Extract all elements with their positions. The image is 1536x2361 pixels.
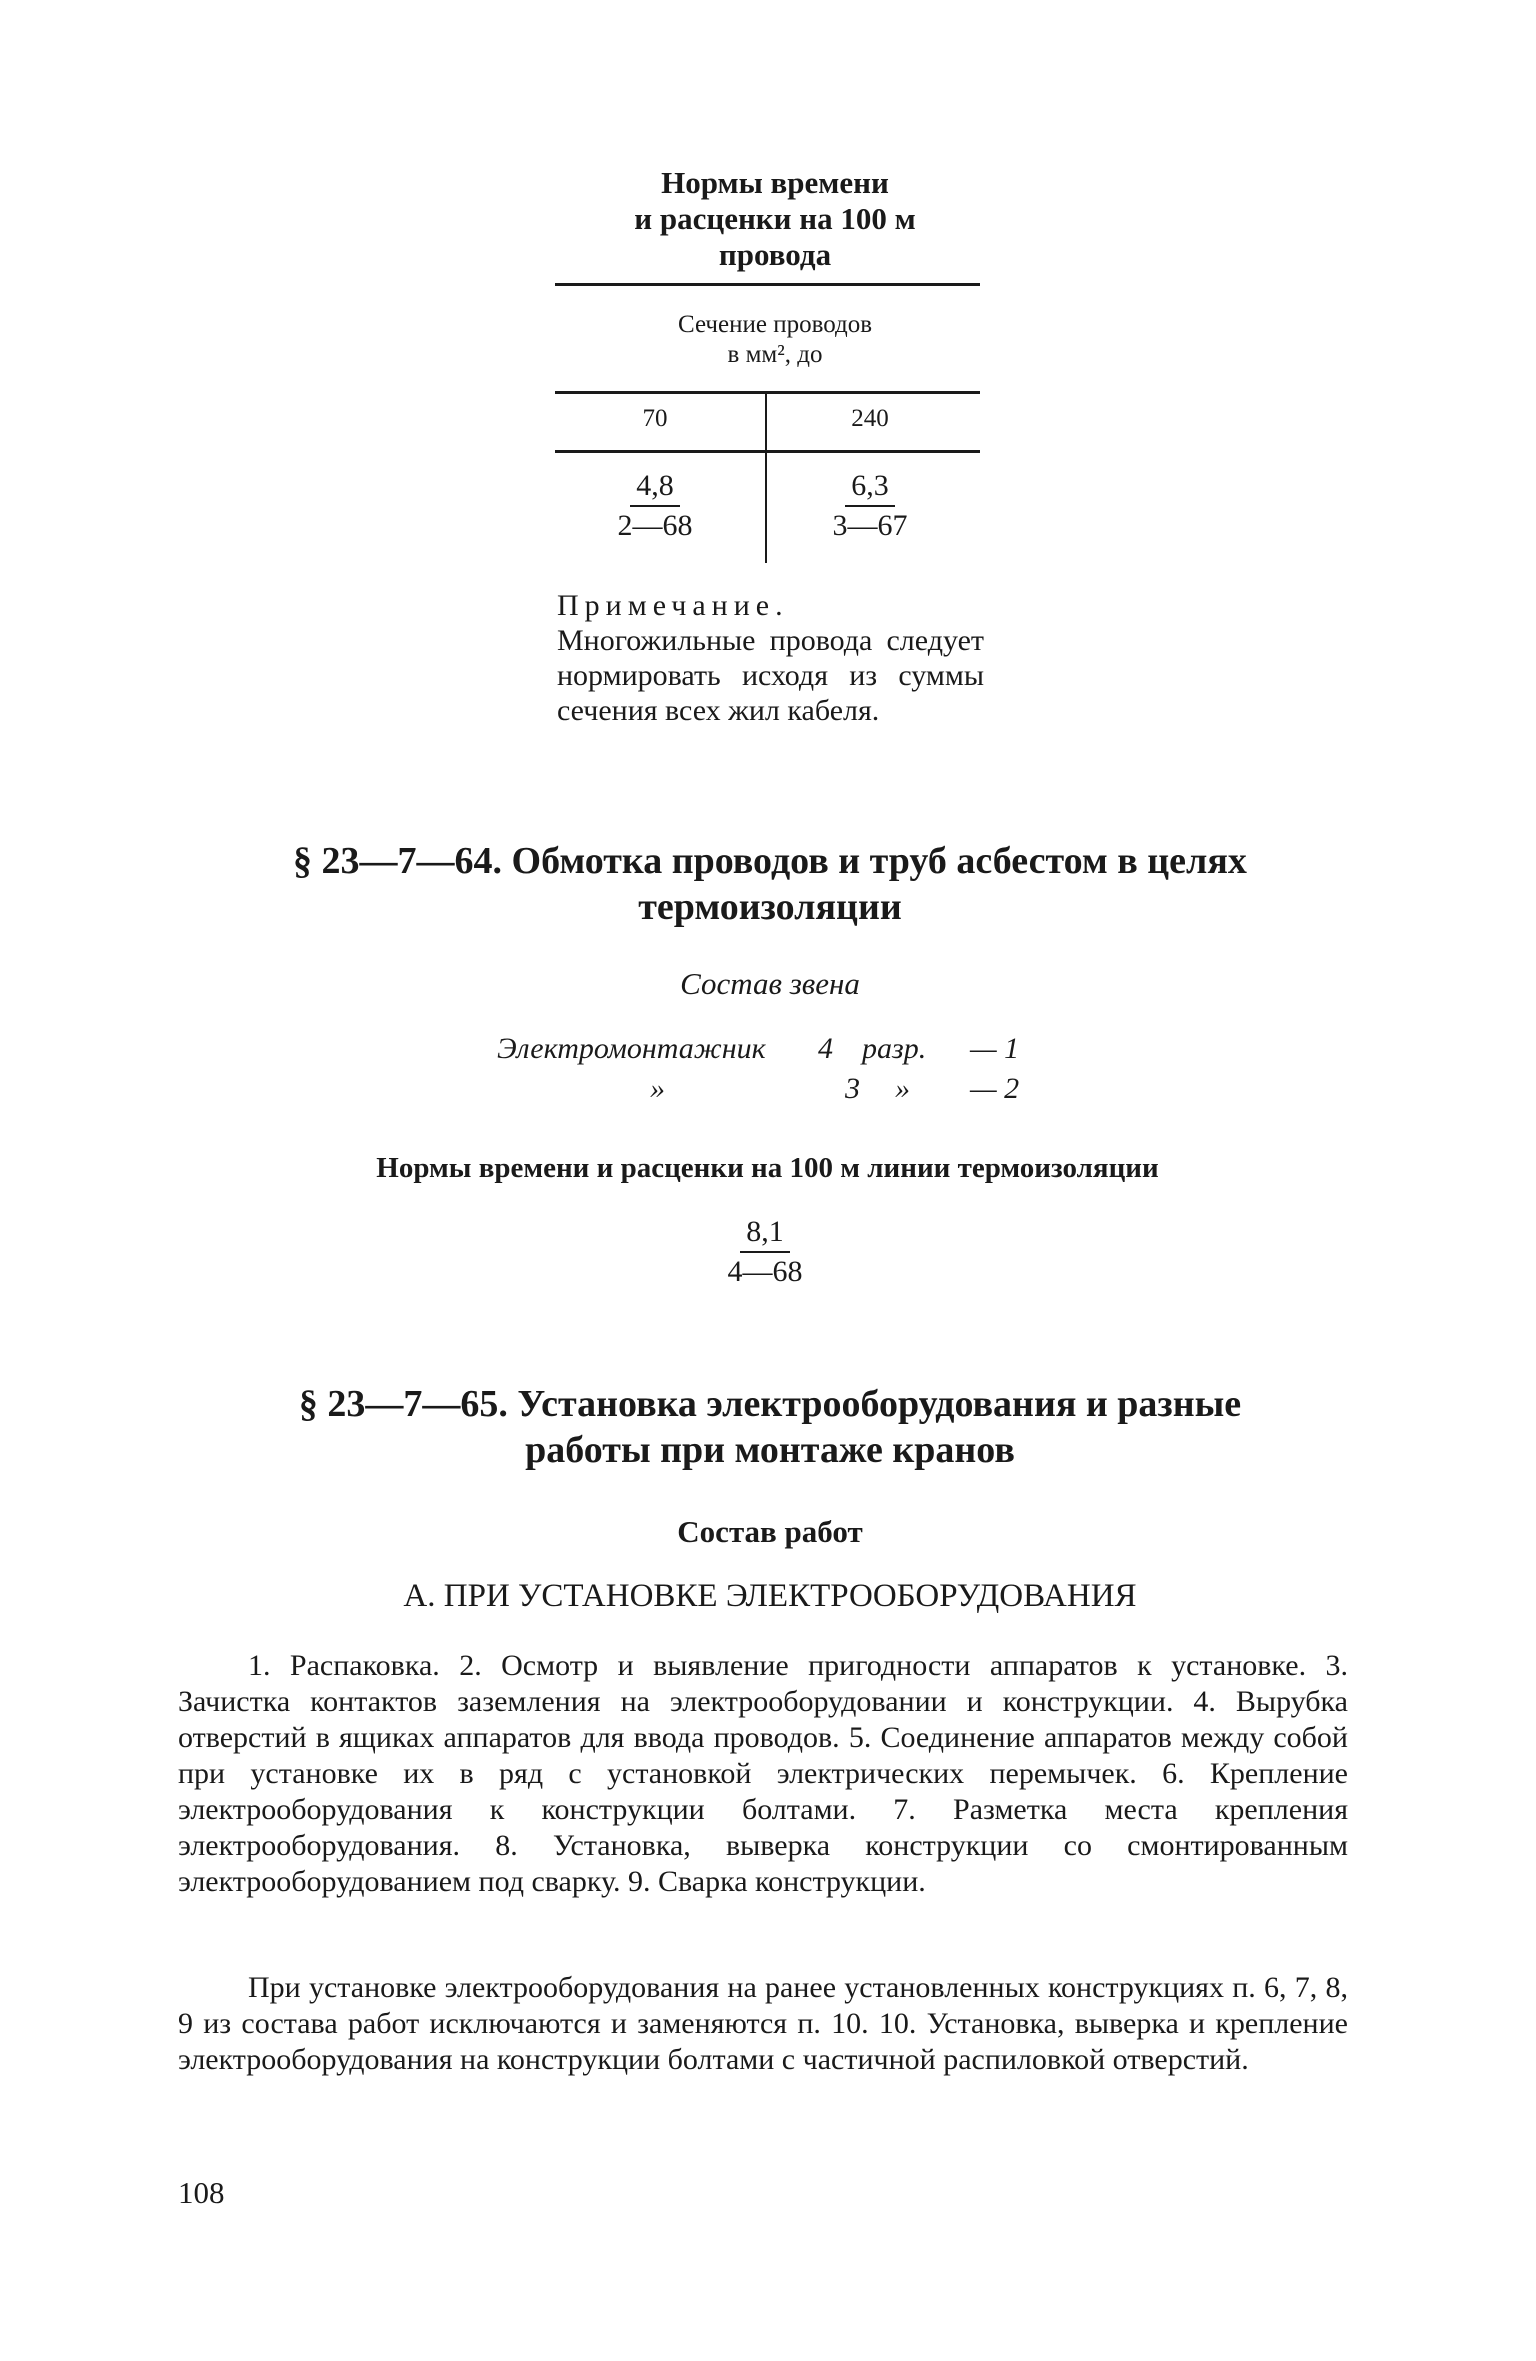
section-64-fraction bbox=[680, 1213, 850, 1291]
table-top-rule bbox=[555, 283, 980, 286]
time-norm: 8,1 bbox=[740, 1213, 790, 1253]
section-title-line: термоизоляции bbox=[638, 886, 902, 928]
price-rate: 2—68 bbox=[617, 509, 693, 542]
subsection-heading: А. ПРИ УСТАНОВКЕ ЭЛЕКТРООБОРУДОВАНИЯ bbox=[403, 1578, 1137, 1614]
crew-grade: 3 bbox=[845, 1072, 860, 1105]
table-fraction bbox=[575, 467, 735, 545]
page-number: 108 bbox=[178, 2175, 225, 2210]
table-column-header: 240 bbox=[851, 405, 889, 432]
table-heading bbox=[555, 165, 995, 273]
table-heading-line: провода bbox=[718, 237, 832, 272]
crew-unit: разр. bbox=[862, 1032, 927, 1065]
crew-profession: » bbox=[650, 1072, 665, 1105]
note-text: Многожильные провода следует нормировать исходя из суммы сечения всех жил кабеля. bbox=[557, 624, 984, 727]
crew-unit: » bbox=[895, 1072, 910, 1105]
work-paragraph: При установке электрооборудования на ранее установленных конструкциях п. 6, 7, 8, 9 из состава работ исключаются и заменяются п. 10. 10. Установка, выверка и крепление электрооборудования на конструкции болтами с частичной распиловкой отверстий. bbox=[178, 1971, 1348, 2076]
crew-count: — 2 bbox=[970, 1072, 1020, 1105]
section-65-title bbox=[170, 1381, 1370, 1473]
table-column-header: 70 bbox=[642, 405, 668, 432]
table-fraction bbox=[790, 467, 950, 545]
norms-heading: Нормы времени и расценки на 100 м линии термоизоляции bbox=[376, 1152, 1159, 1184]
section-title-line: § 23—7—64. Обмотка проводов и труб асбестом в целях bbox=[293, 840, 1247, 882]
work-paragraph: 1. Распаковка. 2. Осмотр и выявление пригодности аппаратов к установке. 3. Зачистка контактов заземления на электрооборудовании и конструкции. 4. Вырубка отверстий в ящиках аппаратов для ввода проводов. 5. Соединение аппаратов между собой при установке их в ряд с установкой электрических перемычек. 6. Крепление электрооборудования к конструкции болтами. 7. Разметка места крепления электрооборудования. 8. Установка, выверка конструкции со смонтированным электрооборудованием под сварку. 9. Сварка конструкции. bbox=[178, 1649, 1348, 1898]
table-subheading-line: в мм², до bbox=[727, 341, 823, 368]
table-heading-line: и расценки на 100 м bbox=[634, 201, 916, 236]
time-norm: 4,8 bbox=[630, 467, 680, 507]
table-subheading-line: Сечение проводов bbox=[677, 311, 873, 338]
crew-heading: Состав звена bbox=[680, 966, 860, 1001]
section-64-title bbox=[170, 838, 1370, 930]
price-rate: 3—67 bbox=[832, 509, 908, 542]
section-title-line: работы при монтаже кранов bbox=[525, 1429, 1015, 1471]
note-label: Примечание. bbox=[557, 589, 789, 622]
crew-count: — 1 bbox=[970, 1032, 1020, 1065]
table-heading-line: Нормы времени bbox=[661, 165, 889, 200]
table-header-rule bbox=[555, 391, 980, 394]
table-values-rule bbox=[555, 450, 980, 453]
section-title-line: § 23—7—65. Установка электрооборудования и разные bbox=[298, 1383, 1242, 1425]
table-note bbox=[557, 588, 984, 728]
work-composition-heading: Состав работ bbox=[677, 1514, 863, 1549]
time-norm: 6,3 bbox=[845, 467, 895, 507]
crew-profession: Электромонтажник bbox=[497, 1032, 766, 1065]
price-rate: 4—68 bbox=[727, 1255, 803, 1288]
table-subheading bbox=[555, 310, 995, 370]
crew-grade: 4 bbox=[818, 1032, 833, 1065]
table-column-divider bbox=[765, 393, 767, 563]
